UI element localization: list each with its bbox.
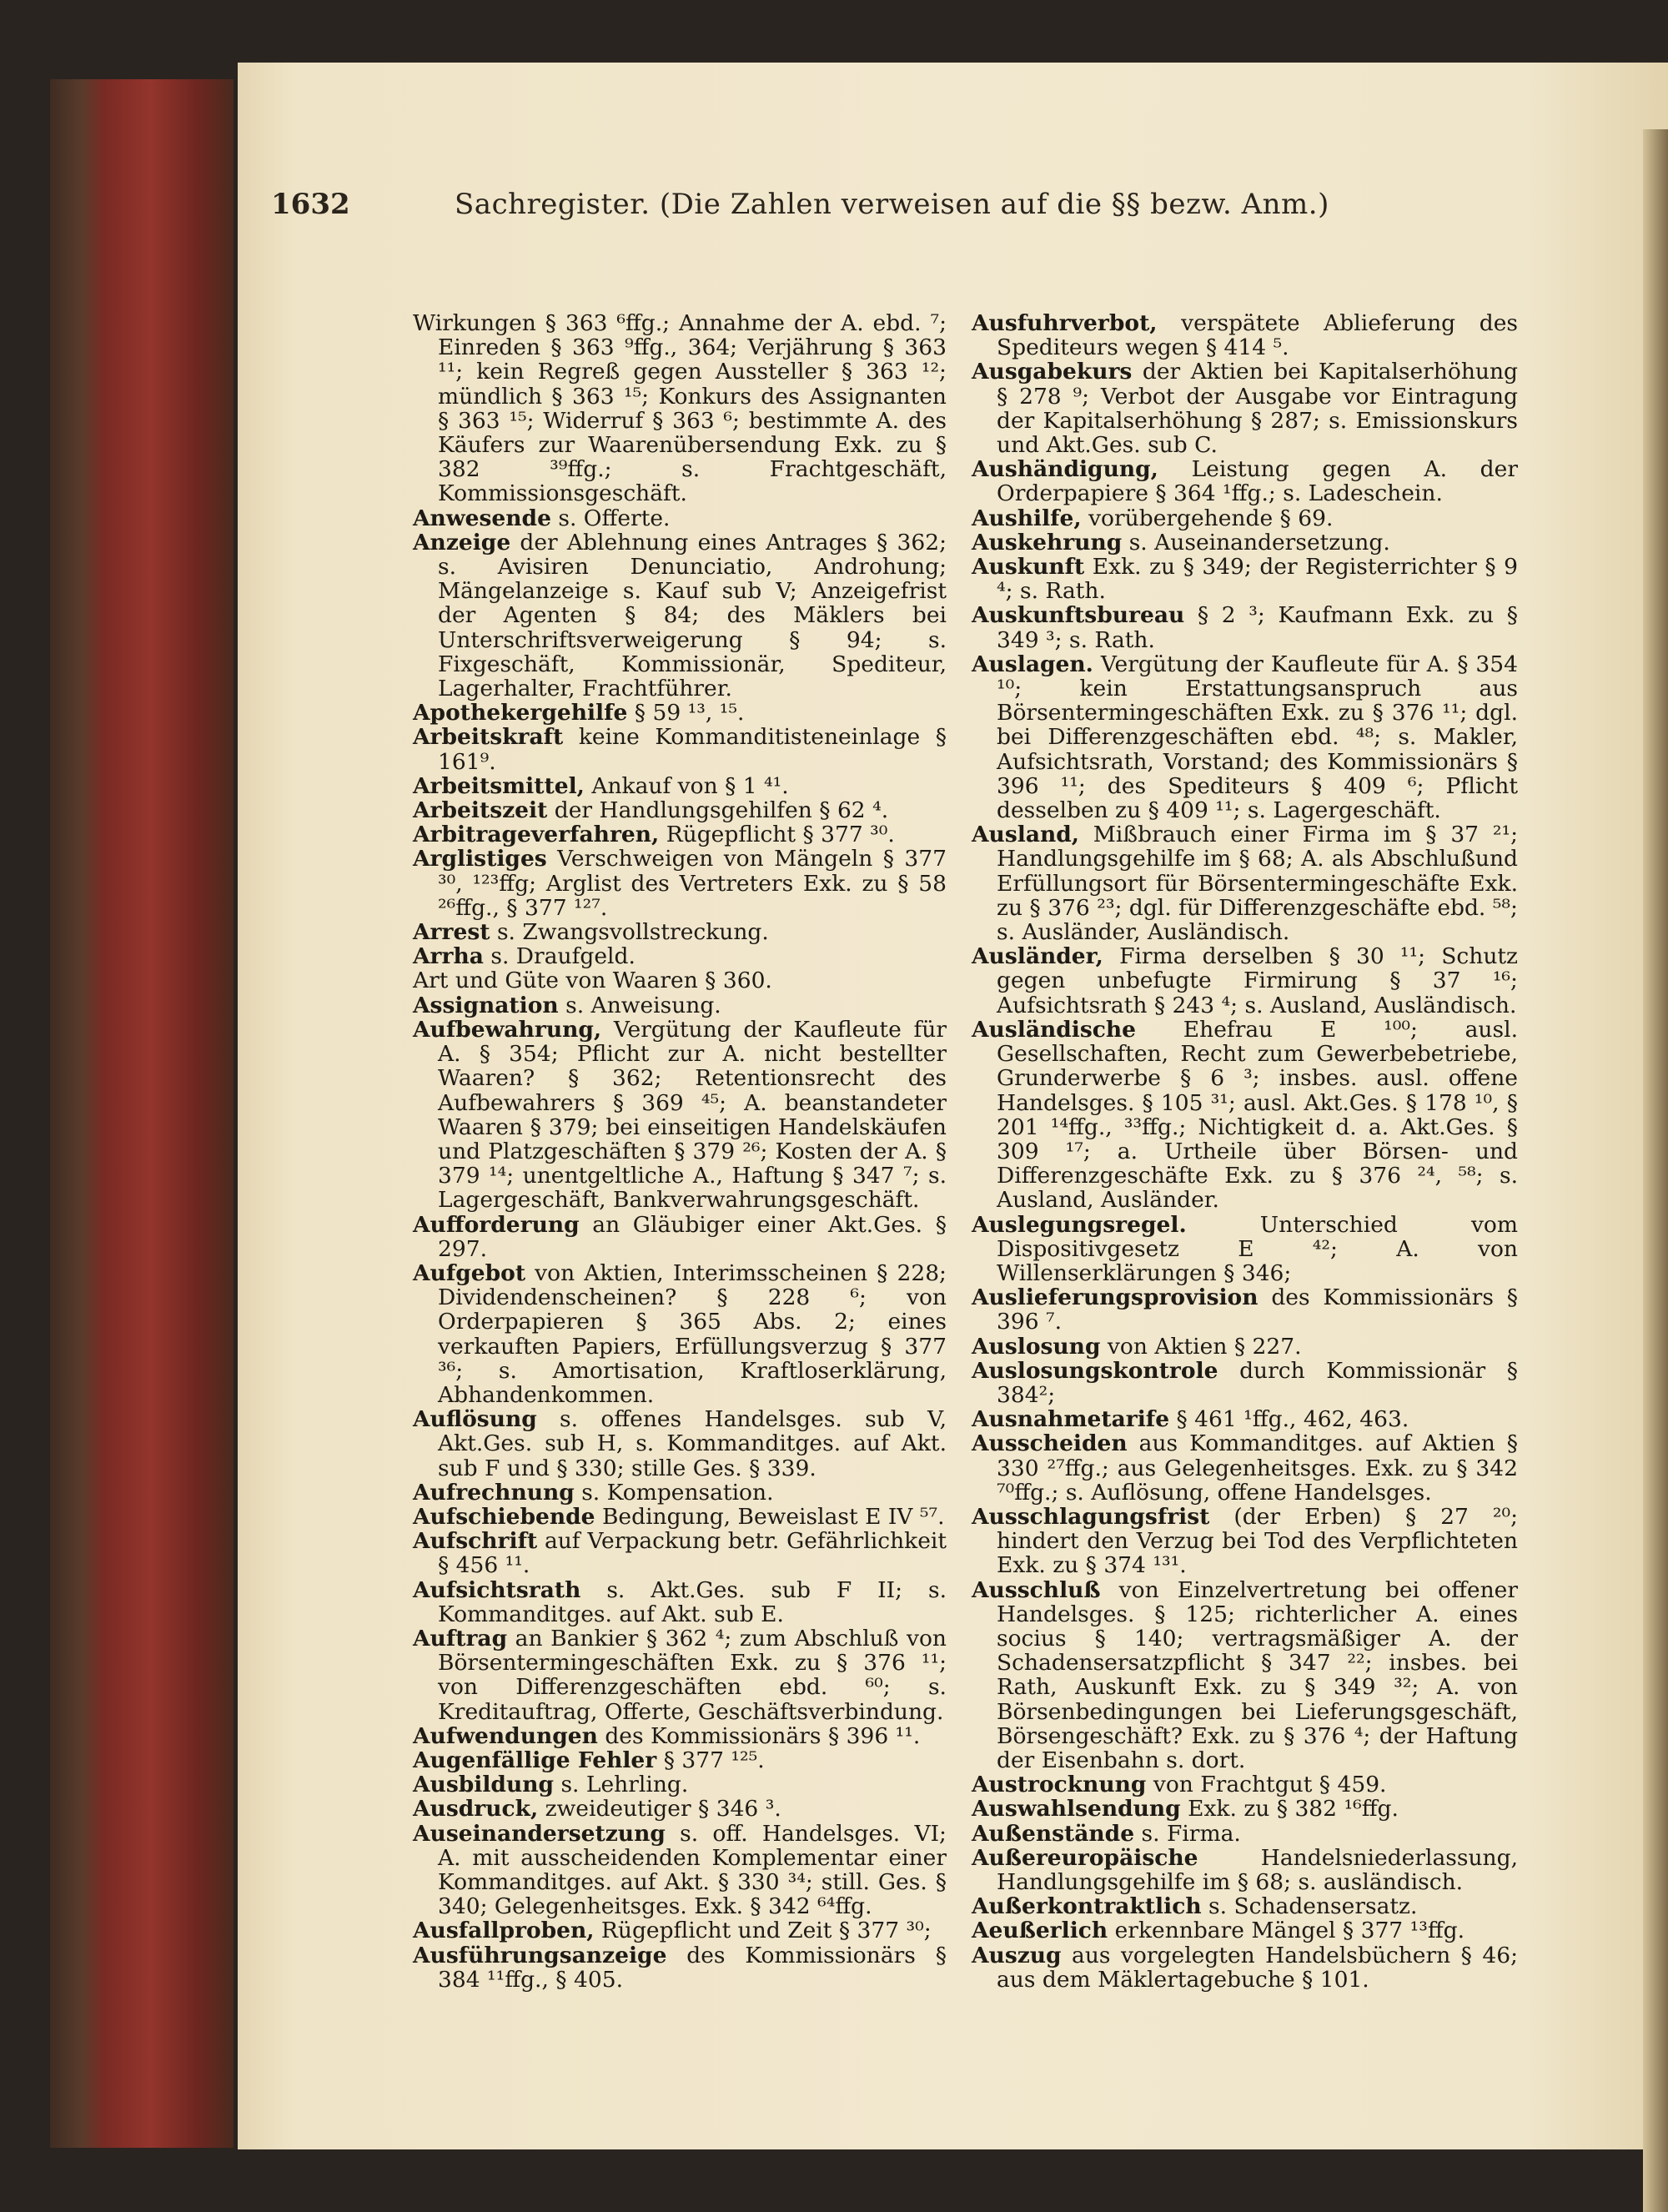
page-edge [1643, 129, 1668, 2212]
entry-text: erkennbare Mängel § 377 ¹³ffg. [1108, 1918, 1465, 1944]
entry-headword: Austrocknung [972, 1772, 1147, 1798]
index-entry [413, 530, 947, 701]
entry-text: Ankauf von § 1 ⁴¹. [584, 772, 789, 799]
index-entry [972, 1018, 1518, 1213]
entry-text: Leistung gegen A. der Orderpapiere § 364 ¹ffg.; s. Ladeschein. [997, 456, 1518, 507]
index-entry [413, 1481, 947, 1505]
index-entry [972, 1335, 1518, 1359]
index-entry [972, 822, 1518, 944]
entry-headword: Auslagen. [972, 651, 1093, 677]
entry-headword: Ausdruck, [413, 1796, 539, 1822]
entry-text: s. Draufgeld. [483, 943, 636, 970]
entry-text: der Handlungsgehilfen § 62 ⁴. [547, 797, 889, 824]
index-entry [972, 1894, 1518, 1918]
entry-text: durch Kommissionär § 384²; [997, 1357, 1518, 1408]
entry-headword: Ausländer, [972, 943, 1103, 970]
entry-headword: Ausnahmetarife [972, 1406, 1170, 1433]
index-entry [413, 1748, 947, 1772]
entry-text: Verschweigen von Mängeln § 377 ³⁰, ¹²³ffg; Arglist des Vertreters Exk. zu § 58 ²⁶ffg., § 377 ¹²⁷. [438, 846, 947, 921]
entry-headword: Arrest [413, 919, 490, 946]
entry-headword: Arbeitskraft [413, 724, 564, 751]
entry-text: von Frachtgut § 459. [1146, 1772, 1387, 1798]
right-column [972, 311, 1518, 1992]
entry-headword: Aufbewahrung, [413, 1016, 602, 1043]
index-entry [413, 1626, 947, 1724]
entry-headword: Arbeitsmittel, [413, 772, 585, 799]
book-edge [50, 79, 234, 2148]
index-entry [413, 725, 947, 773]
index-entry [972, 944, 1518, 1018]
entry-text: Ehefrau E ¹⁰⁰; ausl. Gesellschaften, Recht zum Gewerbebetriebe, Grunderwerbe § 6 ³; insbes. ausl. offene Handelsges. § 105 ³¹; ausl. Akt.Ges. § 178 ¹⁰, § 201 ¹⁴ffg., ³³ffg.; Nichtigkeit d. a. Akt.Ges. § 309 ¹⁷; a. Urtheile über Börsen- und Differenzgeschäfte Exk. zu § 376 ²⁴, ⁵⁸; s. Ausland, Ausländer. [997, 1016, 1518, 1214]
entry-headword: Ausländische [972, 1016, 1137, 1043]
index-entry [413, 1261, 947, 1407]
entry-headword: Auslosung [972, 1333, 1101, 1360]
entry-headword: Ausschlagungsfrist [972, 1503, 1210, 1530]
index-entry [413, 1578, 947, 1626]
entry-text: von Aktien § 227. [1100, 1333, 1302, 1360]
index-entry [413, 944, 947, 968]
entry-headword: Auszug [972, 1942, 1062, 1968]
entry-text: Mißbrauch einer Firma im § 37 ²¹; Handlungsgehilfe im § 68; A. als Abschlußund Erfüllungsort für Börsentermingeschäfte Exk. zu § 376 ²³; dgl. für Differenzgeschäfte ebd. ⁵⁸; s. Ausländer, Ausländisch. [997, 822, 1518, 946]
entry-headword: Ausfuhrverbot, [972, 310, 1158, 336]
entry-text: s. Firma. [1134, 1820, 1241, 1847]
entry-text: keine Kommanditisteneinlage § 161⁹. [438, 724, 947, 775]
entry-headword: Assignation [413, 992, 559, 1018]
entry-text: s. offenes Handelsges. sub V, Akt.Ges. sub H, s. Kommanditges. auf Akt. sub F und § 330; stille Ges. § 339. [438, 1406, 947, 1481]
index-entry [972, 652, 1518, 822]
entry-text: s. Zwangsvollstreckung. [490, 919, 769, 946]
index-entry [972, 1407, 1518, 1431]
index-entry [972, 359, 1518, 457]
index-entry [413, 993, 947, 1018]
entry-text: des Kommissionärs § 396 ¹¹. [597, 1722, 921, 1749]
entry-headword: Aufforderung [413, 1211, 580, 1238]
entry-headword: Auskunft [972, 554, 1085, 581]
entry-text: s. off. Handelsges. VI; A. mit ausscheidenden Komplementar einer Kommanditges. auf Akt. § 330 ³⁴; still. Ges. § 340; Gelegenheitsges. Exk. § 342 ⁶⁴ffg. [438, 1820, 947, 1920]
index-entry [413, 701, 947, 725]
index-entry [972, 603, 1518, 651]
entry-headword: Aushändigung, [972, 456, 1158, 483]
entry-text: s. Schadensersatz. [1201, 1893, 1418, 1920]
entry-text: verspätete Ablieferung des Spediteurs wegen § 414 ⁵. [997, 310, 1518, 361]
index-entry [413, 1213, 947, 1261]
index-entry [972, 311, 1518, 359]
entry-text: Handelsniederlassung, Handlungsgehilfe im § 68; s. ausländisch. [997, 1844, 1518, 1895]
index-entry [413, 1018, 947, 1213]
entry-text: auf Verpackung betr. Gefährlichkeit § 456 ¹¹. [438, 1528, 947, 1579]
entry-headword: Auslieferungsprovision [972, 1284, 1259, 1311]
entry-headword: Arglistiges [413, 846, 547, 872]
index-entry [972, 1285, 1518, 1334]
entry-headword: Auswahlsendung [972, 1796, 1181, 1822]
entry-text: (der Erben) § 27 ²⁰; hindert den Verzug bei Tod des Verpflichteten Exk. zu § 374 ¹³¹. [997, 1503, 1518, 1579]
entry-headword: Auslosungskontrole [972, 1357, 1218, 1384]
entry-text: der Ablehnung eines Antrages § 362; s. Avisiren Denunciatio, Androhung; Mängelanzeige s. Kauf sub V; Anzeigefrist der Agenten § 84; des Mäklers bei Unterschriftsverweigerung § 94; s. Fixgeschäft, Kommissionär, Spediteur, Lagerhalter, Frachtführer. [438, 529, 947, 702]
index-entry [413, 1724, 947, 1748]
index-entry [413, 847, 947, 920]
index-entry [413, 506, 947, 530]
index-entry [413, 1822, 947, 1919]
entry-headword: Ausland, [972, 822, 1080, 848]
entry-headword: Ausbildung [413, 1772, 555, 1798]
index-entry [972, 555, 1518, 603]
entry-text: Rügepflicht und Zeit § 377 ³⁰; [594, 1918, 932, 1944]
entry-text: § 377 ¹²⁵. [656, 1747, 765, 1773]
index-entry [413, 968, 947, 993]
index-entry [413, 1505, 947, 1529]
entry-text: aus vorgelegten Handelsbüchern § 46; aus dem Mäklertagebuche § 101. [997, 1942, 1518, 1993]
entry-text: von Einzelvertretung bei offener Handelsges. § 125; richterlicher A. eines socius § 140; vertragsmäßiger A. der Schadensersatzpflicht § 347 ²²; insbes. bei Rath, Auskunft Exk. zu § 349 ³²; A. von Börsenbedingungen bei Lieferungsgeschäft, Börsengeschäft? Exk. zu § 376 ⁴; der Haftung der Eisenbahn s. dort. [997, 1576, 1518, 1773]
entry-text: an Gläubiger einer Akt.Ges. § 297. [438, 1211, 947, 1262]
index-entry [972, 457, 1518, 505]
entry-text: Vergütung der Kaufleute für A. § 354 ¹⁰; kein Erstattungsanspruch aus Börsentermingeschäften Exk. zu § 376 ¹¹; dgl. bei Differenzgeschäften ebd. ⁴⁸; s. Makler, Aufsichtsrath, Vorstand; des Kommissionärs § 396 ¹¹; des Spediteurs § 409 ⁶; Pflicht desselben zu § 409 ¹¹; s. Lagergeschäft. [997, 651, 1518, 824]
index-entry [972, 530, 1518, 555]
index-entry [972, 1213, 1518, 1286]
entry-text: zweideutiger § 346 ³. [538, 1796, 781, 1822]
index-entry [413, 1529, 947, 1577]
entry-headword: Auskehrung [972, 529, 1123, 556]
entry-headword: Arbitrageverfahren, [413, 822, 660, 848]
index-entry [413, 774, 947, 798]
entry-text: Firma derselben § 30 ¹¹; Schutz gegen unbefugte Firmirung § 37 ¹⁶; Aufsichtsrath § 243 ⁴; s. Ausland, Ausländisch. [997, 943, 1518, 1018]
entry-text: Wirkungen § 363 ⁶ffg.; Annahme der A. ebd. ⁷; Einreden § 363 ⁹ffg., 364; Verjährung § 363 ¹¹; kein Regreß gegen Aussteller § 363 ¹²; mündlich § 363 ¹⁵; Konkurs des Assignanten § 363 ¹⁵; Widerruf § 363 ⁶; bestimmte A. des Käufers zur Waarenübersendung Exk. zu § 382 ³⁹ffg.; s. Frachtgeschäft, Kommissionsgeschäft. [413, 310, 947, 507]
entry-headword: Aufschrift [413, 1528, 538, 1555]
entry-headword: Außerkontraktlich [972, 1893, 1202, 1920]
entry-text: des Kommissionärs § 384 ¹¹ffg., § 405. [438, 1942, 947, 1993]
entry-text: § 461 ¹ffg., 462, 463. [1169, 1406, 1409, 1433]
entry-headword: Auftrag [413, 1625, 508, 1651]
entry-headword: Aeußerlich [972, 1918, 1108, 1944]
index-entry [972, 1918, 1518, 1943]
index-entry [413, 798, 947, 822]
entry-text: s. Auseinandersetzung. [1122, 529, 1390, 556]
index-entry [972, 1943, 1518, 1992]
entry-text: Art und Güte von Waaren § 360. [413, 968, 772, 994]
index-entry [413, 822, 947, 847]
book-page [238, 63, 1668, 2149]
entry-headword: Ausschluß [972, 1576, 1101, 1603]
running-head: Sachregister. (Die Zahlen verweisen auf die §§ bezw. Anm.) [455, 188, 1329, 221]
index-entry [972, 1797, 1518, 1821]
index-entry [972, 1822, 1518, 1846]
entry-text: vorübergehende § 69. [1081, 505, 1334, 531]
index-entry [413, 1797, 947, 1821]
entry-text: Bedingung, Beweislast E IV ⁵⁷. [595, 1503, 945, 1530]
entry-headword: Aufsichtsrath [413, 1576, 581, 1603]
page-header [271, 188, 1555, 238]
entry-text: s. Offerte. [550, 505, 671, 531]
index-entry [413, 920, 947, 944]
entry-text: § 59 ¹³, ¹⁵. [627, 700, 745, 726]
entry-headword: Anwesende [413, 505, 551, 531]
left-column [413, 311, 947, 1992]
entry-text: Exk. zu § 382 ¹⁶ffg. [1180, 1796, 1399, 1822]
entry-headword: Aushilfe, [972, 505, 1082, 531]
index-entry [413, 1772, 947, 1797]
entry-headword: Auskunftsbureau [972, 602, 1185, 629]
index-entry [972, 1505, 1518, 1578]
entry-text: s. Lehrling. [554, 1772, 689, 1798]
entry-headword: Außenstände [972, 1820, 1135, 1847]
entry-headword: Außereuropäische [972, 1844, 1198, 1871]
index-entry [413, 1918, 947, 1943]
entry-text: s. Akt.Ges. sub F II; s. Kommanditges. auf Akt. sub E. [438, 1576, 947, 1627]
index-entry [972, 506, 1518, 530]
entry-headword: Ausscheiden [972, 1430, 1128, 1457]
entry-headword: Arrha [413, 943, 484, 970]
entry-text: Exk. zu § 349; der Registerrichter § 9 ⁴; s. Rath. [997, 554, 1518, 605]
index-entry [413, 1943, 947, 1992]
entry-headword: Aufwendungen [413, 1722, 598, 1749]
entry-headword: Auflösung [413, 1406, 537, 1433]
entry-headword: Anzeige [413, 529, 511, 556]
entry-headword: Ausfallproben, [413, 1918, 595, 1944]
entry-text: § 2 ³; Kaufmann Exk. zu § 349 ³; s. Rath. [997, 602, 1518, 653]
index-entry [972, 1431, 1518, 1505]
entry-headword: Augenfällige Fehler [413, 1747, 657, 1773]
entry-headword: Ausführungsanzeige [413, 1942, 667, 1968]
page-number: 1632 [271, 188, 350, 221]
entry-headword: Auslegungsregel. [972, 1211, 1187, 1238]
index-entry [972, 1578, 1518, 1773]
index-entry [972, 1772, 1518, 1797]
entry-headword: Aufschiebende [413, 1503, 595, 1530]
entry-text: aus Kommanditges. auf Aktien § 330 ²⁷ffg.; aus Gelegenheitsges. Exk. zu § 342 ⁷⁰ffg.; s. Auflösung, offene Handelsges. [997, 1430, 1518, 1506]
entry-text: s. Kompensation. [574, 1479, 774, 1506]
index-entry [972, 1846, 1518, 1894]
entry-text: Rügepflicht § 377 ³⁰. [659, 822, 895, 848]
entry-headword: Auseinandersetzung [413, 1820, 666, 1847]
entry-headword: Apothekergehilfe [413, 700, 628, 726]
index-entry [972, 1359, 1518, 1407]
entry-text: an Bankier § 362 ⁴; zum Abschluß von Börsentermingeschäften Exk. zu § 376 ¹¹; von Differenzgeschäften ebd. ⁶⁰; s. Kreditauftrag, Offerte, Geschäftsverbindung. [438, 1625, 947, 1725]
entry-text: des Kommissionärs § 396 ⁷. [997, 1284, 1518, 1335]
entry-text: von Aktien, Interimsscheinen § 228; Dividendenscheinen? § 228 ⁶; von Orderpapieren § 365 Abs. 2; eines verkauften Papiers, Erfüllungsverzug § 377 ³⁶; s. Amortisation, Kraftloserklärung, Abhandenkommen. [438, 1259, 947, 1408]
entry-headword: Arbeitszeit [413, 797, 548, 824]
entry-text: s. Anweisung. [558, 992, 721, 1018]
entry-headword: Aufrechnung [413, 1479, 575, 1506]
entry-text: Vergütung der Kaufleute für A. § 354; Pflicht zur A. nicht bestellter Waaren? § 362; Retentionsrecht des Aufbewahrers § 369 ⁴⁵; A. beanstandeter Waaren § 379; bei einseitigen Handelskäufen und Platzgeschäften § 379 ²⁶; Kosten der A. § 379 ¹⁴; unentgeltliche A., Haftung § 347 ⁷; s. Lagergeschäft, Bankverwahrungsgeschäft. [438, 1016, 947, 1214]
index-entry [413, 311, 947, 506]
entry-headword: Ausgabekurs [972, 359, 1133, 385]
entry-text: Unterschied vom Dispositivgesetz E ⁴²; A. von Willenserklärungen § 346; [997, 1211, 1518, 1286]
entry-text: der Aktien bei Kapitalserhöhung § 278 ⁹; Verbot der Ausgabe vor Eintragung der Kapitalserhöhung § 287; s. Emissionskurs und Akt.Ges. sub C. [997, 359, 1518, 459]
index-entry [413, 1407, 947, 1481]
entry-headword: Aufgebot [413, 1259, 526, 1286]
